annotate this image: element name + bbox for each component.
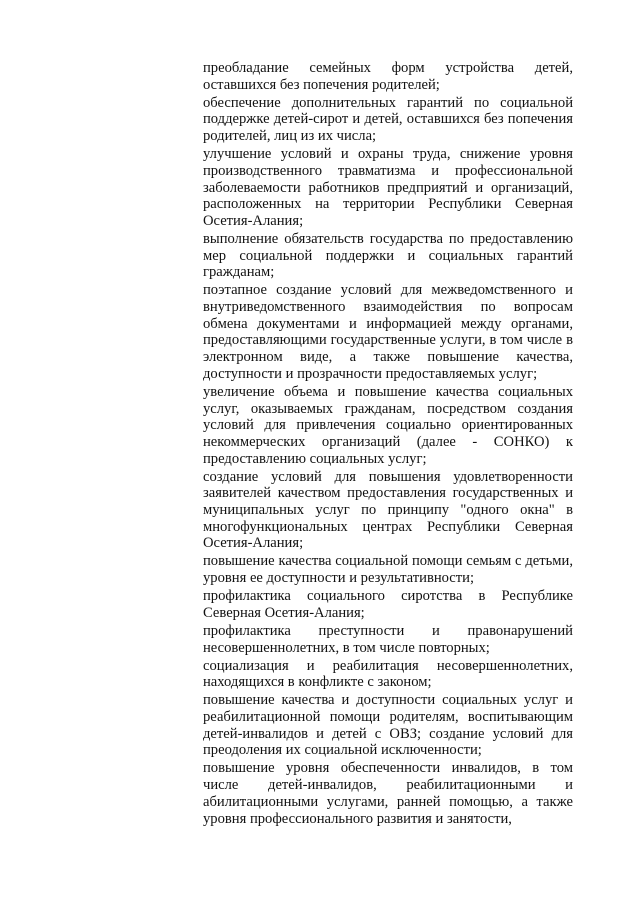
paragraph-social-services-sonko: увеличение объема и повышение качества социальных услуг, оказываемых гражданам, посредством создания условий для привлечения социально ориентированных некоммерческих организаций (далее - СОНКО) к предоставлению социальных услуг; xyxy=(203,383,573,467)
paragraph-labor-safety: улучшение условий и охраны труда, снижение уровня производственного травматизма и профессиональной заболеваемости работников предприятий и организаций, расположенных на территории Республики Северная Осетия-Алания; xyxy=(203,146,573,229)
document-body xyxy=(203,60,573,829)
paragraph-juvenile-crime-prevention: профилактика преступности и правонарушений несовершеннолетних, в том числе повторных; xyxy=(203,622,573,656)
paragraph-family-assistance: повышение качества социальной помощи семьям с детьми, уровня ее доступности и результативности; xyxy=(203,553,573,587)
paragraph-state-obligations: выполнение обязательств государства по предоставлению мер социальной поддержки и социальных гарантий гражданам; xyxy=(203,230,573,281)
paragraph-family-placement: преобладание семейных форм устройства детей, оставшихся без попечения родителей; xyxy=(203,60,573,93)
paragraph-interagency-cooperation: поэтапное создание условий для межведомственного и внутриведомственного взаимодействия по вопросам обмена документами и информацией между органами, предоставляющими государственные услуги, в том числе в электронном виде, а также повышение качества, доступности и прозрачности предоставляемых услуг; xyxy=(203,282,573,382)
paragraph-orphan-guarantees: обеспечение дополнительных гарантий по социальной поддержке детей-сирот и детей, оставшихся без попечения родителей, лиц из их числа; xyxy=(203,94,573,145)
paragraph-juvenile-rehabilitation: социализация и реабилитация несовершеннолетних, находящихся в конфликте с законом; xyxy=(203,657,573,691)
paragraph-disability-rehabilitation: повышение уровня обеспеченности инвалидов, в том числе детей-инвалидов, реабилитационными и абилитационными услугами, ранней помощью, а также уровня профессионального развития и занятости, xyxy=(203,760,573,827)
paragraph-disabled-children-support: повышение качества и доступности социальных услуг и реабилитационной помощи родителям, воспитывающим детей-инвалидов и детей с ОВЗ; создание условий для преодоления их социальной исключенности; xyxy=(203,692,573,759)
paragraph-orphanhood-prevention: профилактика социального сиротства в Республике Северная Осетия-Алания; xyxy=(203,588,573,621)
paragraph-one-window-services: создание условий для повышения удовлетворенности заявителей качеством предоставления государственных и муниципальных услуг по принципу "одного окна" в многофункциональных центрах Республики Северная Осетия-Алания; xyxy=(203,468,573,552)
